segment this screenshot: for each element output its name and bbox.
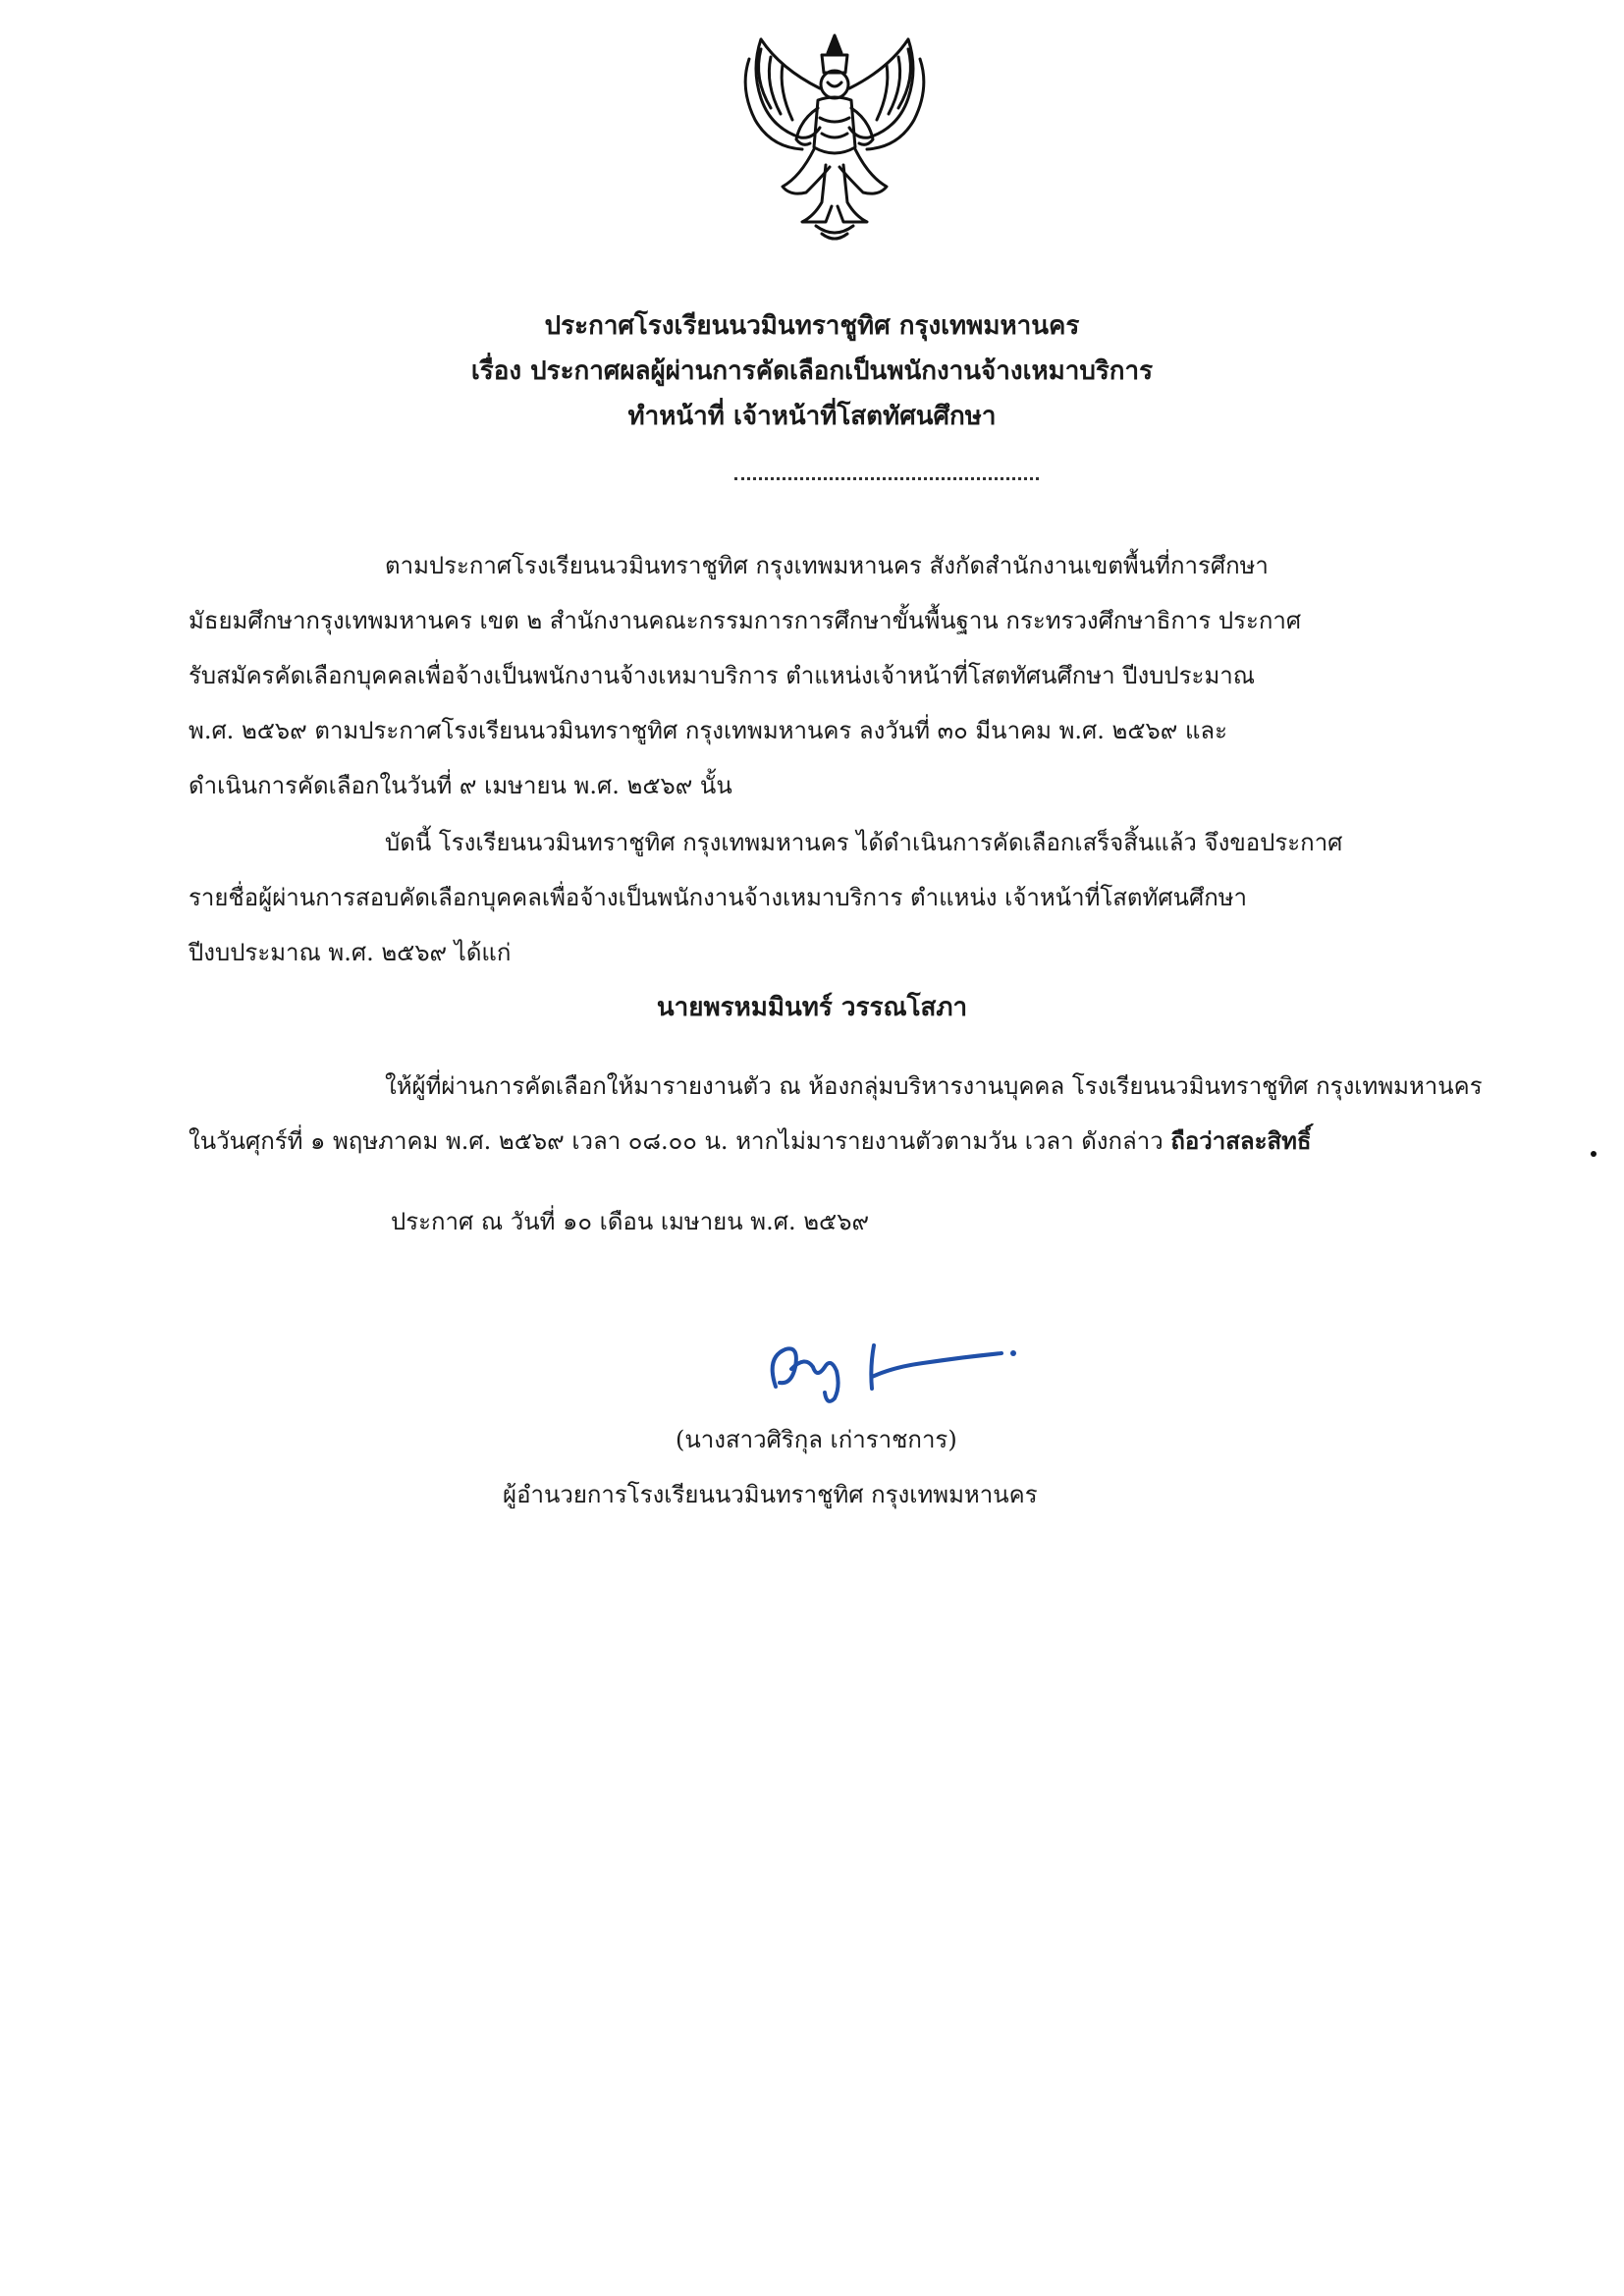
selected-candidate-name: นายพรหมมินทร์ วรรณโสภา xyxy=(656,993,968,1022)
report-deadline-text: ในวันศุกร์ที่ ๑ พฤษภาคม พ.ศ. ๒๕๖๙ เวลา ๐๘.๐๐ น. หากไม่มารายงานตัวตามวัน เวลา ดังกล่าว xyxy=(189,1127,1171,1155)
title-line-3: ทำหน้าที่ เจ้าหน้าที่โสตทัศนศึกษา xyxy=(627,402,997,431)
paragraph-2-line-3: ปีงบประมาณ พ.ศ. ๒๕๖๙ ได้แก่ xyxy=(189,939,512,966)
dotted-divider xyxy=(734,477,1039,480)
paragraph-2-line-1: บัดนี้ โรงเรียนนวมินทราชูทิศ กรุงเทพมหานคร ได้ดำเนินการคัดเลือกเสร็จสิ้นแล้ว จึงขอประกาศ xyxy=(385,829,1343,856)
announcement-position xyxy=(0,395,1624,438)
scan-speck xyxy=(1591,1151,1597,1157)
forfeit-notice: ถือว่าสละสิทธิ์ xyxy=(1170,1126,1312,1155)
paragraph-1-line-5: ดำเนินการคัดเลือกในวันที่ ๙ เมษายน พ.ศ. ๒๕๖๙ นั้น xyxy=(189,772,732,799)
announcement-date: ประกาศ ณ วันที่ ๑๐ เดือน เมษายน พ.ศ. ๒๕๖๙ xyxy=(391,1208,870,1235)
paragraph-1-line-1: ตามประกาศโรงเรียนนวมินทราชูทิศ กรุงเทพมหานคร สังกัดสำนักงานเขตพื้นที่การศึกษา xyxy=(385,552,1269,579)
paragraph-2-line-2: รายชื่อผู้ผ่านการสอบคัดเลือกบุคคลเพื่อจ้างเป็นพนักงานจ้างเหมาบริการ ตำแหน่ง เจ้าหน้าที่โสตทัศนศึกษา xyxy=(189,884,1248,911)
director-name: (นางสาวศิริกุล เก่าราชการ) xyxy=(676,1426,957,1453)
paragraph-3-line-1: ให้ผู้ที่ผ่านการคัดเลือกให้มารายงานตัว ณ ห้องกลุ่มบริหารงานบุคคล โรงเรียนนวมินทราชูทิศ กรุงเทพมหานคร xyxy=(385,1072,1483,1100)
announcement-title xyxy=(0,304,1624,348)
garuda-emblem-icon xyxy=(731,29,938,247)
director-signature-icon xyxy=(756,1328,1031,1406)
title-line-1: ประกาศโรงเรียนนวมินทราชูทิศ กรุงเทพมหานคร xyxy=(544,311,1080,341)
announcement-subject xyxy=(0,350,1624,393)
director-position: ผู้อำนวยการโรงเรียนนวมินทราชูทิศ กรุงเทพมหานคร xyxy=(503,1481,1038,1508)
paragraph-1-line-4: พ.ศ. ๒๕๖๙ ตามประกาศโรงเรียนนวมินทราชูทิศ กรุงเทพมหานคร ลงวันที่ ๓๐ มีนาคม พ.ศ. ๒๕๖๙ และ xyxy=(189,717,1228,744)
paragraph-3-line-2 xyxy=(189,1121,1312,1161)
paragraph-1-line-3: รับสมัครคัดเลือกบุคคลเพื่อจ้างเป็นพนักงานจ้างเหมาบริการ ตำแหน่งเจ้าหน้าที่โสตทัศนศึกษา ปีงบประมาณ xyxy=(189,662,1255,689)
paragraph-1-line-2: มัธยมศึกษากรุงเทพมหานคร เขต ๒ สำนักงานคณะกรรมการการศึกษาขั้นพื้นฐาน กระทรวงศึกษาธิการ ประกาศ xyxy=(189,607,1302,634)
title-line-2: เรื่อง ประกาศผลผู้ผ่านการคัดเลือกเป็นพนักงานจ้างเหมาบริการ xyxy=(470,356,1154,386)
